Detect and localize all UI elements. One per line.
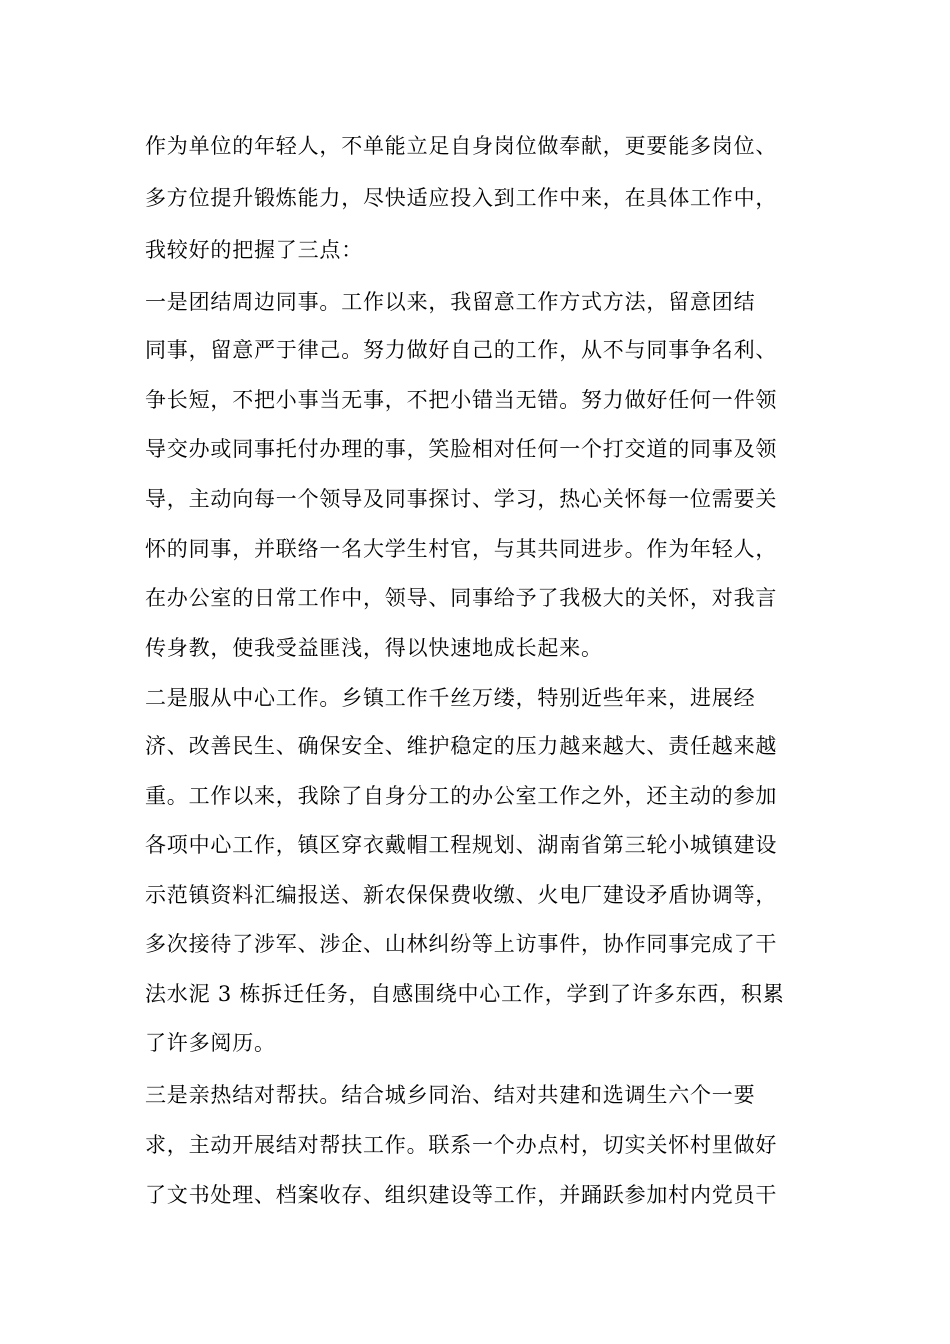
text-line: 争长短，不把小事当无事，不把小错当无错。努力做好任何一件领 (145, 388, 778, 412)
text-line: 多次接待了涉军、涉企、山林纠纷等上访事件，协作同事完成了干 (145, 932, 778, 956)
text-line: 同事，留意严于律己。努力做好自己的工作，从不与同事争名利、 (145, 338, 778, 362)
text-line: 二是服从中心工作。乡镇工作千丝万缕，特别近些年来，进展经 (145, 686, 756, 710)
text-line: 济、改善民生、确保安全、维护稳定的压力越来越大、责任越来越 (145, 734, 778, 758)
text-line: 了许多阅历。 (145, 1031, 276, 1055)
text-line: 法水泥 3 栋拆迁任务，自感围绕中心工作，学到了许多东西，积累 (145, 982, 785, 1006)
text-line: 导交办或同事托付办理的事，笑脸相对任何一个打交道的同事及领 (145, 437, 778, 461)
text-line: 一是团结周边同事。工作以来，我留意工作方式方法，留意团结 (145, 290, 756, 314)
text-line: 了文书处理、档案收存、组织建设等工作，并踊跃参加村内党员干 (145, 1183, 778, 1207)
text-line: 求，主动开展结对帮扶工作。联系一个办点村，切实关怀村里做好 (145, 1133, 778, 1157)
text-line: 各项中心工作，镇区穿衣戴帽工程规划、湖南省第三轮小城镇建设 (145, 833, 778, 857)
text-line: 多方位提升锻炼能力，尽快适应投入到工作中来，在具体工作中， (145, 186, 778, 210)
text-line: 导，主动向每一个领导及同事探讨、学习，热心关怀每一位需要关 (145, 487, 778, 511)
text-line: 怀的同事，并联络一名大学生村官，与其共同进步。作为年轻人， (145, 537, 778, 561)
text-line: 我较好的把握了三点： (145, 238, 363, 262)
text-line: 示范镇资料汇编报送、新农保保费收缴、火电厂建设矛盾协调等， (145, 883, 778, 907)
text-line: 传身教，使我受益匪浅，得以快速地成长起来。 (145, 636, 603, 660)
text-line: 作为单位的年轻人，不单能立足自身岗位做奉献，更要能多岗位、 (145, 134, 778, 158)
text-line: 重。工作以来，我除了自身分工的办公室工作之外，还主动的参加 (145, 784, 778, 808)
text-line: 三是亲热结对帮扶。结合城乡同治、结对共建和选调生六个一要 (145, 1083, 756, 1107)
text-line: 在办公室的日常工作中，领导、同事给予了我极大的关怀，对我言 (145, 586, 778, 610)
